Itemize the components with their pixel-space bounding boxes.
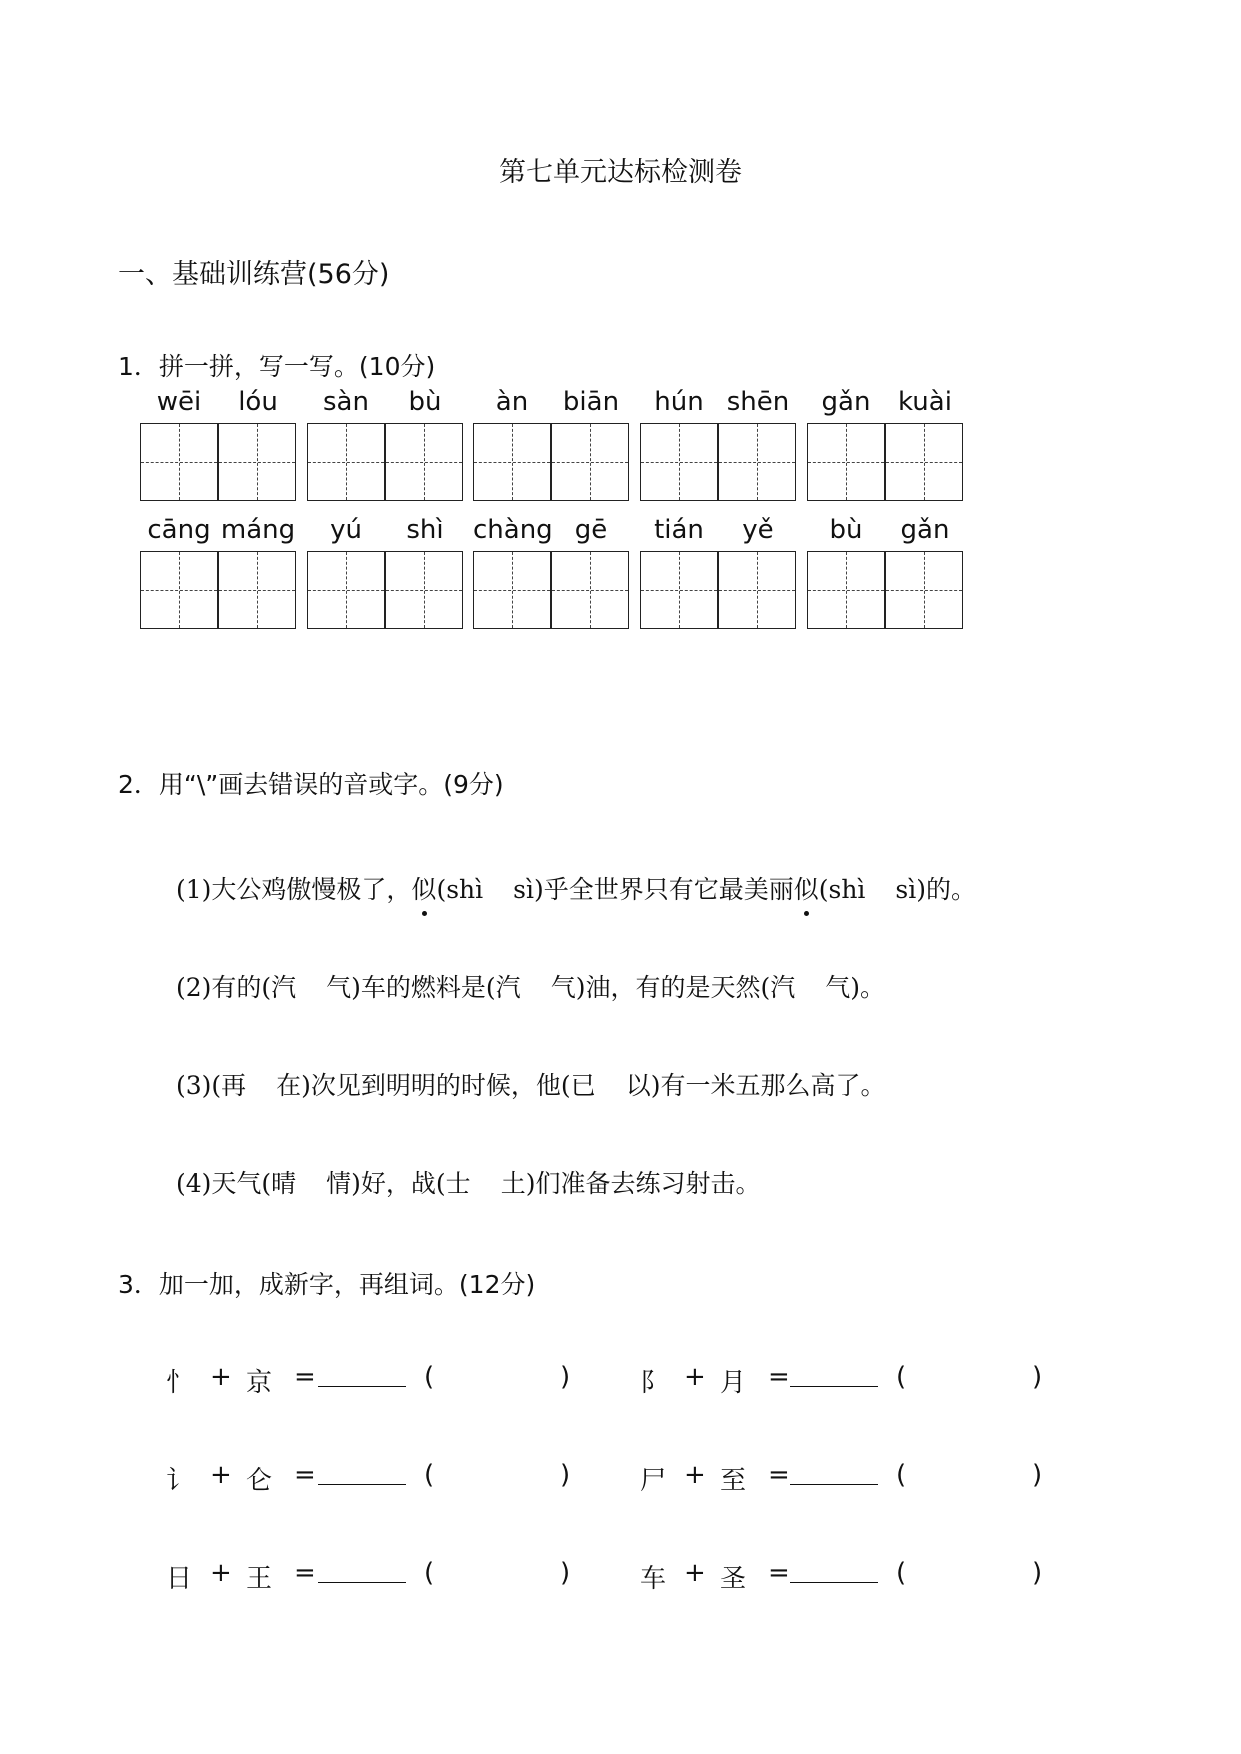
plus-sign: + — [210, 1558, 232, 1588]
answer-blank[interactable] — [318, 1460, 406, 1492]
writing-grid-cell[interactable] — [885, 551, 963, 629]
radical: 日 — [166, 1564, 193, 1594]
radical: 讠 — [166, 1466, 193, 1496]
q2-item-3 — [176, 1066, 885, 1102]
close-paren: ) — [560, 1362, 571, 1392]
pinyin-word-group — [307, 387, 464, 421]
open-paren: ( — [424, 1558, 435, 1588]
pinyin-syllable: lóu — [238, 387, 278, 417]
writing-grid-cell[interactable] — [218, 423, 296, 501]
pinyin-syllable: shēn — [726, 387, 790, 417]
writing-grid-cell[interactable] — [718, 423, 796, 501]
q2-option[interactable]: 以)有一米五那么高了。 — [625, 1071, 886, 1100]
equals-sign: = — [768, 1558, 790, 1588]
close-paren: ) — [560, 1558, 571, 1588]
writing-grid-cell[interactable] — [640, 423, 718, 501]
pinyin-word-group — [473, 387, 630, 421]
writing-grid-cell[interactable] — [307, 551, 385, 629]
writing-grid-cell[interactable] — [640, 551, 718, 629]
open-paren: ( — [424, 1362, 435, 1392]
component: 京 — [246, 1368, 273, 1398]
equals-sign: = — [768, 1460, 790, 1490]
q3-row — [0, 1460, 1241, 1500]
pinyin-syllable: máng — [220, 515, 296, 545]
plus-sign: + — [210, 1362, 232, 1392]
pinyin-syllable: hún — [654, 387, 704, 417]
answer-blank[interactable] — [790, 1558, 878, 1590]
answer-blank[interactable] — [790, 1362, 878, 1394]
component: 圣 — [720, 1564, 747, 1594]
writing-grid-cell[interactable] — [807, 551, 885, 629]
pinyin-word-group — [640, 515, 797, 549]
pinyin-word-group — [807, 387, 964, 421]
q2-option[interactable]: sì)的。 — [895, 875, 977, 904]
dotted-character: 似 — [794, 870, 819, 906]
q2-option[interactable]: sì)乎全世界只有它最美丽 — [513, 875, 794, 904]
pinyin-syllable: bù — [408, 387, 442, 417]
plus-sign: + — [684, 1362, 706, 1392]
q2-item-4 — [176, 1164, 760, 1200]
pinyin-word-group — [807, 515, 964, 549]
q2-option[interactable]: (shì — [818, 875, 866, 904]
pinyin-syllable: yě — [742, 515, 774, 545]
pinyin-syllable: tián — [654, 515, 704, 545]
writing-grid-cell[interactable] — [885, 423, 963, 501]
component: 王 — [246, 1564, 273, 1594]
writing-grid-cell[interactable] — [385, 551, 463, 629]
pinyin-word-group — [140, 515, 297, 549]
pinyin-syllable: àn — [495, 387, 529, 417]
radical: 车 — [640, 1564, 667, 1594]
pinyin-syllable: shì — [406, 515, 444, 545]
question-3-label: 3．加一加，成新字，再组词。(12分) — [118, 1270, 536, 1299]
answer-blank[interactable] — [318, 1558, 406, 1590]
pinyin-word-group — [307, 515, 464, 549]
pinyin-syllable: gǎn — [900, 515, 950, 545]
q2-option[interactable]: 气)油，有的是天然(汽 — [550, 973, 796, 1002]
writing-grid-cell[interactable] — [140, 551, 218, 629]
component: 月 — [720, 1368, 747, 1398]
dotted-character: 似 — [411, 870, 436, 906]
pinyin-syllable: cāng — [147, 515, 211, 545]
answer-blank[interactable] — [318, 1362, 406, 1394]
q2-item-1 — [176, 870, 976, 906]
question-1-label: 1．拼一拼，写一写。(10分) — [118, 352, 436, 381]
pinyin-word-group — [473, 515, 630, 549]
open-paren: ( — [896, 1558, 907, 1588]
q3-row — [0, 1558, 1241, 1598]
q2-option[interactable]: 气)车的燃料是(汽 — [326, 973, 521, 1002]
writing-grid-cell[interactable] — [218, 551, 296, 629]
writing-grid-cell[interactable] — [473, 423, 551, 501]
component: 仑 — [246, 1466, 273, 1496]
q2-option[interactable]: (3)(再 — [176, 1071, 247, 1100]
q2-text: (1)大公鸡傲慢极了， — [176, 875, 412, 904]
pinyin-syllable: yú — [330, 515, 362, 545]
q3-row — [0, 1362, 1241, 1402]
pinyin-syllable: gǎn — [821, 387, 871, 417]
q2-option[interactable]: (shì — [436, 875, 484, 904]
close-paren: ) — [560, 1460, 571, 1490]
question-2-label: 2．用“\”画去错误的音或字。(9分) — [118, 770, 504, 799]
writing-grid-cell[interactable] — [385, 423, 463, 501]
open-paren: ( — [896, 1460, 907, 1490]
close-paren: ) — [1032, 1362, 1043, 1392]
pinyin-syllable: wēi — [156, 387, 202, 417]
radical: 阝 — [640, 1368, 667, 1398]
q2-option[interactable]: 情)好，战(士 — [326, 1169, 471, 1198]
q2-option[interactable]: (2)有的(汽 — [176, 973, 297, 1002]
plus-sign: + — [210, 1460, 232, 1490]
q2-option[interactable]: 气)。 — [825, 973, 885, 1002]
page-title: 第七单元达标检测卷 — [499, 157, 742, 188]
equals-sign: = — [768, 1362, 790, 1392]
writing-grid-cell[interactable] — [140, 423, 218, 501]
writing-grid-cell[interactable] — [551, 423, 629, 501]
radical: 尸 — [640, 1466, 667, 1496]
pinyin-word-group — [640, 387, 797, 421]
q2-option[interactable]: 在)次见到明明的时候，他(已 — [276, 1071, 596, 1100]
pinyin-word-group — [140, 387, 297, 421]
pinyin-syllable: bù — [829, 515, 863, 545]
close-paren: ) — [1032, 1558, 1043, 1588]
answer-blank[interactable] — [790, 1460, 878, 1492]
equals-sign: = — [294, 1362, 316, 1392]
plus-sign: + — [684, 1460, 706, 1490]
close-paren: ) — [1032, 1460, 1043, 1490]
component: 至 — [720, 1466, 747, 1496]
radical: 忄 — [166, 1368, 193, 1398]
equals-sign: = — [294, 1460, 316, 1490]
open-paren: ( — [896, 1362, 907, 1392]
writing-grid-cell[interactable] — [551, 551, 629, 629]
section-heading: 一、基础训练营(56分) — [118, 259, 390, 290]
pinyin-syllable: kuài — [898, 387, 952, 417]
open-paren: ( — [424, 1460, 435, 1490]
writing-grid-cell[interactable] — [473, 551, 551, 629]
pinyin-syllable: chàng — [473, 515, 553, 545]
equals-sign: = — [294, 1558, 316, 1588]
pinyin-syllable: sàn — [323, 387, 369, 417]
pinyin-syllable: gē — [574, 515, 608, 545]
q2-option[interactable]: 土)们准备去练习射击。 — [500, 1169, 761, 1198]
writing-grid-cell[interactable] — [718, 551, 796, 629]
writing-grid-cell[interactable] — [307, 423, 385, 501]
plus-sign: + — [684, 1558, 706, 1588]
q2-item-2 — [176, 968, 885, 1004]
writing-grid-cell[interactable] — [807, 423, 885, 501]
pinyin-syllable: biān — [562, 387, 620, 417]
q2-option[interactable]: (4)天气(晴 — [176, 1169, 297, 1198]
